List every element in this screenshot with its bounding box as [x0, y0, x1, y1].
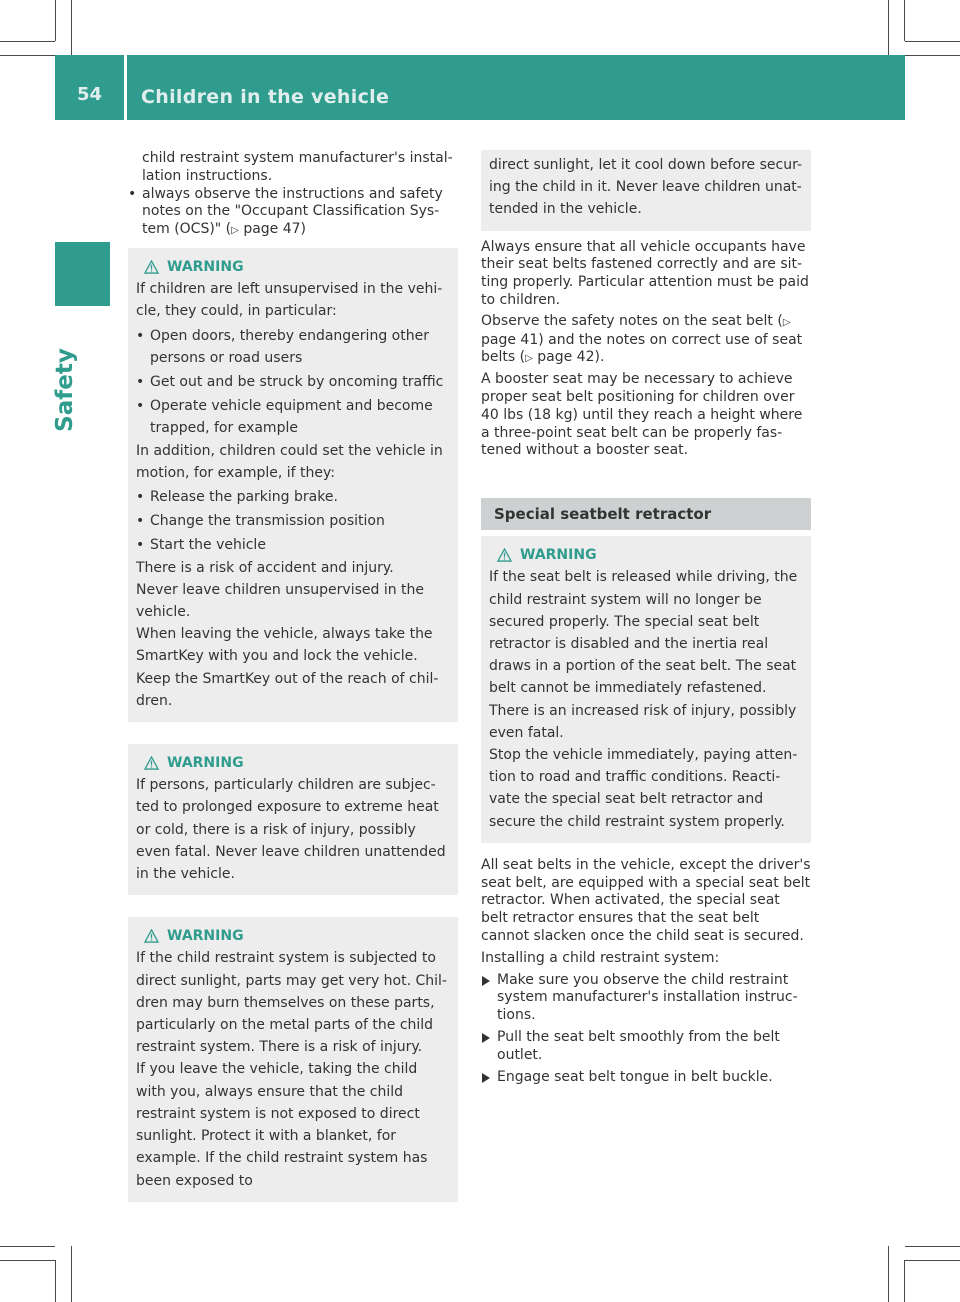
page-number: 54 — [76, 84, 103, 105]
body-paragraph: A booster seat may be necessary to achieve proper seat belt positioning for children over 40 lbs (18 kg) until they reach a height where a three-point seat belt can be properly fas-tened without a booster seat. — [481, 371, 803, 459]
crop-mark — [905, 1246, 960, 1247]
intro-continuation: child restraint system manufacturer's instal- lation instructions. — [142, 150, 453, 184]
warning-text: If the child restraint system is subjected to direct sunlight, parts may get very hot. Chil-dren may burn themselves on these parts, particularly on the metal parts of the child restraint system. There is a risk of injury. — [136, 950, 447, 1056]
list-item: • Open doors, thereby endangering other persons or road users — [136, 325, 450, 369]
crop-mark — [0, 1260, 55, 1261]
warning-triangle-icon — [144, 929, 159, 943]
warning-text: There is a risk of accident and injury. — [136, 559, 394, 576]
section-tab-label: Safety — [52, 348, 78, 432]
body-paragraph: Installing a child restraint system: — [481, 949, 720, 966]
warning-heading: WARNING — [136, 925, 450, 947]
warning-text: If the seat belt is released while driving, the child restraint system will no longer be secured properly. The special seat belt retractor is disabled and the inertia real draws in a portion of the seat belt. The seat belt cannot be immediately refastened. There is an increased risk of injury, possibly even fatal. — [489, 569, 798, 741]
crop-mark — [55, 1260, 56, 1302]
section-heading: Special seatbelt retractor — [481, 498, 811, 530]
warning-box — [128, 744, 458, 895]
page-ref-link[interactable]: page 42). — [537, 349, 605, 366]
instruction-step: Engage seat belt tongue in belt buckle. — [481, 1069, 811, 1087]
crop-mark — [0, 41, 55, 42]
chapter-title: Children in the vehicle — [141, 86, 390, 108]
right-column — [481, 150, 811, 1086]
warning-text: Never leave children unsupervised in the vehicle. — [136, 581, 425, 621]
crop-mark — [55, 0, 56, 41]
page-ref-arrow-icon: ▷ — [231, 225, 239, 237]
crop-mark — [71, 1246, 72, 1302]
warning-text: In addition, children could set the vehicle in motion, for example, if they: — [136, 442, 443, 481]
crop-mark — [888, 1246, 889, 1302]
body-paragraph: All seat belts in the vehicle, except the driver's seat belt, are equipped with a special seat belt retractor. When activated, the special seat belt retractor ensures that the seat belt cannot slacken once the child seat is secured. — [481, 856, 811, 944]
warning-box — [128, 917, 458, 1201]
crop-mark — [904, 1260, 905, 1302]
crop-mark — [0, 55, 55, 56]
warning-text: If children are left unsupervised in the vehi-cle, they could, in particular: — [136, 281, 443, 320]
warning-heading: WARNING — [136, 256, 450, 278]
instruction-step: Pull the seat belt smoothly from the belt outlet. — [481, 1029, 811, 1065]
crop-mark — [905, 55, 960, 56]
list-item: • Operate vehicle equipment and become trapped, for example — [136, 395, 450, 439]
list-item: • Start the vehicle — [136, 534, 450, 556]
warning-triangle-icon — [497, 548, 512, 562]
crop-mark — [905, 41, 960, 42]
list-item: • Release the parking brake. — [136, 486, 450, 508]
header-separator — [124, 55, 127, 120]
warning-text: If persons, particularly children are subjec-ted to prolonged exposure to extreme heat or cold, there is a risk of injury, possibly even fatal. Never leave children unattended in the vehicle. — [136, 777, 446, 883]
list-item: • Change the transmission position — [136, 510, 450, 532]
body-paragraph: Always ensure that all vehicle occupants have their seat belts fastened correctly and are sit-ting properly. Particular attention must be paid to children. — [481, 238, 809, 308]
warning-text: Keep the SmartKey out of the reach of chil-dren. — [136, 670, 439, 709]
left-column — [128, 150, 458, 1202]
page-ref-link[interactable]: page 47) — [243, 221, 307, 238]
warning-text: direct sunlight, let it cool down before secur-ing the child in it. Never leave children unat-tended in the vehicle. — [489, 157, 803, 218]
body-paragraph: Observe the safety notes on the seat belt (▷ page 41) and the notes on correct use of seat belts (▷ page 42). — [481, 313, 811, 368]
list-item: • Get out and be struck by oncoming traffic — [136, 371, 450, 393]
warning-heading: WARNING — [489, 544, 803, 566]
warning-text: Stop the vehicle immediately, paying atten-tion to road and traffic conditions. Reacti-vate the special seat belt retractor and secure the child restraint system properly. — [489, 747, 798, 830]
instruction-step: Make sure you observe the child restraint system manufacturer's installation instruc-tions. — [481, 972, 811, 1025]
warning-box-continuation — [481, 150, 811, 231]
page-ref-arrow-icon: ▷ — [525, 353, 533, 365]
warning-box — [128, 248, 458, 722]
crop-mark — [71, 0, 72, 55]
warning-heading: WARNING — [136, 752, 450, 774]
warning-triangle-icon — [144, 260, 159, 274]
intro-bullet: • always observe the instructions and safety notes on the "Occupant Classification Sys-tem (OCS)" (▷ page 47) — [128, 186, 458, 240]
warning-text: When leaving the vehicle, always take the SmartKey with you and lock the vehicle. — [136, 626, 433, 665]
page-ref-arrow-icon: ▷ — [782, 316, 791, 328]
crop-mark — [0, 1246, 55, 1247]
page-ref-link[interactable]: page 41) and the notes on correct use of seat belts ( — [481, 331, 803, 366]
warning-box — [481, 536, 811, 843]
crop-mark — [888, 0, 889, 55]
warning-text: If you leave the vehicle, taking the child with you, always ensure that the child restraint system is not exposed to direct sunlight. Protect it with a blanket, for example. If the child restraint system has been exposed to — [136, 1061, 428, 1189]
section-marker — [55, 242, 110, 306]
crop-mark — [904, 0, 905, 41]
warning-triangle-icon — [144, 756, 159, 770]
crop-mark — [905, 1260, 960, 1261]
